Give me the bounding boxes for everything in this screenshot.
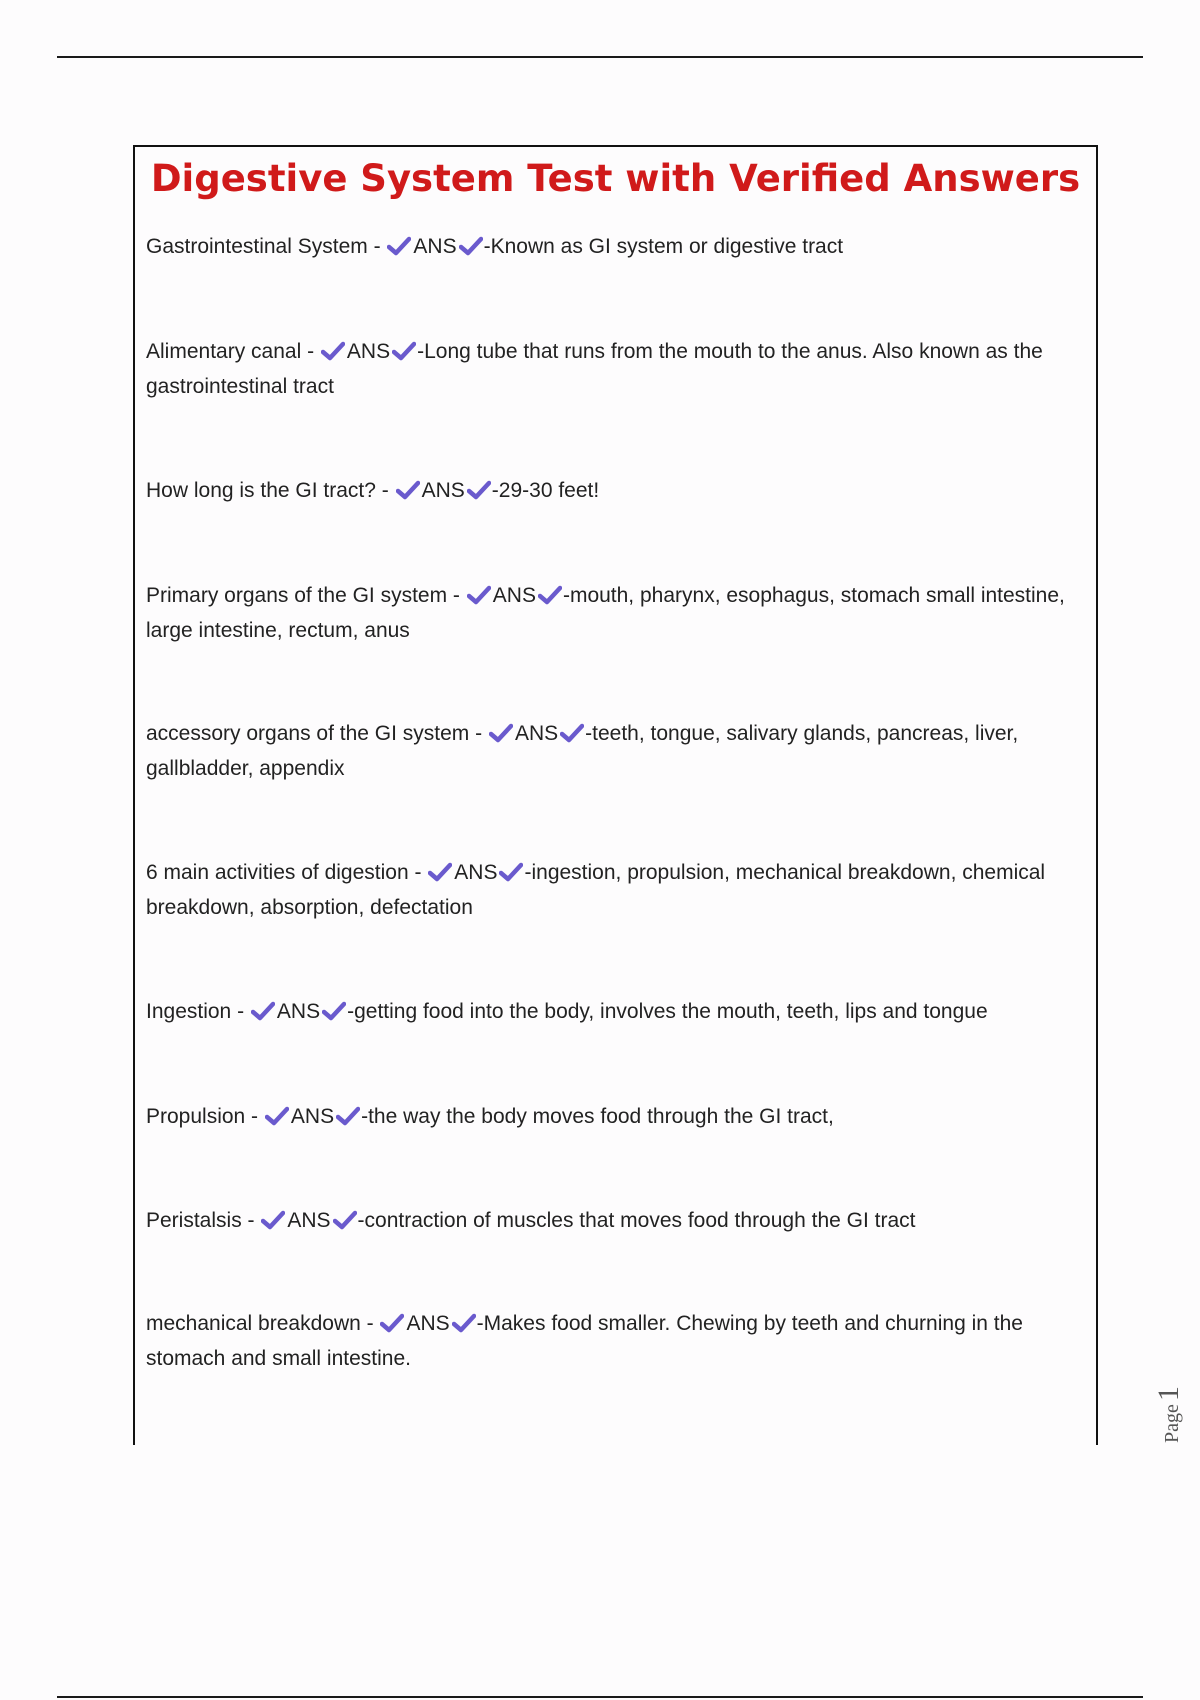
page-number xyxy=(1152,1386,1186,1443)
qa-item xyxy=(146,1306,1091,1376)
checkmark-icon xyxy=(396,480,420,500)
checkmark-icon xyxy=(380,1313,404,1333)
checkmark-icon xyxy=(489,723,513,743)
qa-answer: -ingestion, propulsion, mechanical breakdown, chemical breakdown, absorption, defectation xyxy=(146,861,1046,919)
checkmark-icon xyxy=(392,341,416,361)
qa-item xyxy=(146,855,1091,925)
header-rule xyxy=(57,56,1143,58)
checkmark-icon xyxy=(336,1106,360,1126)
document-title: Digestive System Test with Verified Answers xyxy=(150,157,1081,200)
qa-answer: -Makes food smaller. Chewing by teeth and churning in the stomach and small intestine. xyxy=(146,1312,1023,1370)
ans-label: ANS xyxy=(454,861,498,884)
qa-answer: -Long tube that runs from the mouth to the anus. Also known as the gastrointestinal tract xyxy=(146,340,1043,398)
qa-answer: -Known as GI system or digestive tract xyxy=(483,235,844,258)
qa-answer: -mouth, pharynx, esophagus, stomach small intestine, large intestine, rectum, anus xyxy=(146,584,1065,642)
qa-answer: -teeth, tongue, salivary glands, pancreas, liver, gallbladder, appendix xyxy=(146,722,1019,780)
qa-term: Gastrointestinal System - xyxy=(146,235,387,258)
qa-term: Peristalsis - xyxy=(146,1209,261,1232)
checkmark-icon xyxy=(452,1313,476,1333)
ans-label: ANS xyxy=(421,479,465,502)
checkmark-icon xyxy=(265,1106,289,1126)
ans-label: ANS xyxy=(276,1000,321,1023)
qa-item xyxy=(146,473,1091,508)
qa-item xyxy=(146,994,1091,1029)
checkmark-icon xyxy=(322,1001,346,1021)
qa-item xyxy=(146,229,1091,264)
qa-term: 6 main activities of digestion - xyxy=(146,861,428,884)
checkmark-icon xyxy=(261,1210,285,1230)
document-frame xyxy=(133,145,1098,1445)
checkmark-icon xyxy=(333,1210,357,1230)
qa-term: How long is the GI tract? - xyxy=(146,479,395,502)
ans-label: ANS xyxy=(514,722,559,745)
qa-item xyxy=(146,334,1091,404)
qa-term: Ingestion - xyxy=(146,1000,250,1023)
footer-rule xyxy=(57,1696,1143,1698)
ans-label: ANS xyxy=(413,235,457,258)
ans-label: ANS xyxy=(287,1209,331,1232)
checkmark-icon xyxy=(467,585,491,605)
checkmark-icon xyxy=(467,480,491,500)
ans-label: ANS xyxy=(290,1105,335,1128)
ans-label: ANS xyxy=(492,584,536,607)
qa-item xyxy=(146,716,1091,786)
qa-answer: -getting food into the body, involves the mouth, teeth, lips and tongue xyxy=(347,1000,988,1023)
qa-term: mechanical breakdown - xyxy=(146,1312,380,1335)
qa-item xyxy=(146,578,1091,648)
checkmark-icon xyxy=(428,862,452,882)
qa-item xyxy=(146,1099,1091,1134)
qa-answer: -contraction of muscles that moves food through the GI tract xyxy=(357,1209,916,1232)
ans-label: ANS xyxy=(406,1312,450,1335)
qa-term: Primary organs of the GI system - xyxy=(146,584,466,607)
checkmark-icon xyxy=(387,236,411,256)
qa-term: Propulsion - xyxy=(146,1105,264,1128)
qa-answer: -29-30 feet! xyxy=(491,479,600,502)
checkmark-icon xyxy=(560,723,584,743)
page-number-value: 1 xyxy=(1152,1386,1185,1402)
checkmark-icon xyxy=(538,585,562,605)
qa-item xyxy=(146,1203,1091,1238)
qa-term: accessory organs of the GI system - xyxy=(146,722,488,745)
qa-term: Alimentary canal - xyxy=(146,340,320,363)
qa-answer: -the way the body moves food through the GI tract, xyxy=(361,1105,834,1128)
page-label: Page xyxy=(1161,1404,1183,1443)
ans-label: ANS xyxy=(346,340,391,363)
checkmark-icon xyxy=(499,862,523,882)
checkmark-icon xyxy=(459,236,483,256)
checkmark-icon xyxy=(321,341,345,361)
checkmark-icon xyxy=(251,1001,275,1021)
